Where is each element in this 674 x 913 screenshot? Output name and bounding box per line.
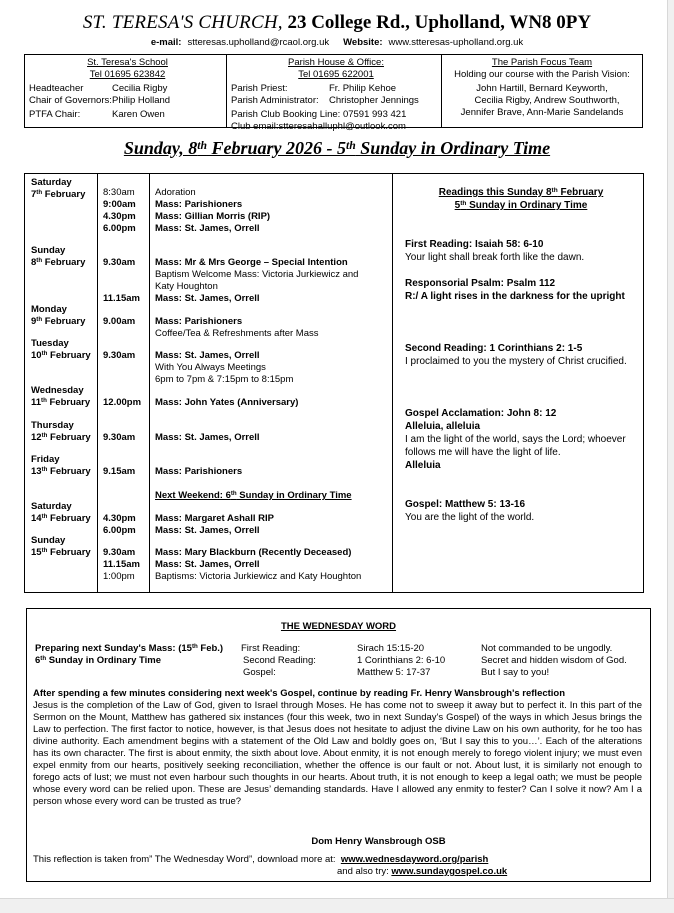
school-row: Chair of Governors: Philip Holland [29,95,171,106]
church-title [0,12,674,34]
day-label: Sunday 15th February [31,535,91,558]
mass-event: Mass: John Yates (Anniversary) [155,397,299,408]
mass-event: Mass: Mr & Mrs George – Special Intention [155,257,348,268]
mass-event: Mass: Parishioners [155,199,243,210]
mass-time: 9:00am [103,199,136,210]
reflection-source: This reflection is taken from” The Wednesday Word”, download more at: www.wednesdayword.org/parish [33,854,489,865]
mass-event-note: Katy Houghton [155,281,218,292]
mass-time: 9.30am [103,257,136,268]
mass-time: 8:30am [103,187,135,198]
parish-house-heading: Parish House & Office: [288,57,384,68]
readings-heading: Readings this Sunday 8th February [438,187,604,198]
school-section [25,55,227,127]
next-readings-summaries: Not commanded to be ungodly. Secret and hidden wisdom of God. But I say to you! [481,643,627,678]
day-label: Thursday 12th February [31,420,91,443]
mass-event: Mass: St. James, Orrell [155,223,260,234]
mass-time: 11.15am [103,293,140,304]
focus-team-members: Jennifer Brave, Ann-Marie Sandelands [460,107,624,118]
club-booking-line: Parish Club Booking Line: 07591 993 421 [231,109,407,120]
mass-event-note: With You Always Meetings [155,362,266,373]
mass-event: Mass: Mary Blackburn (Recently Deceased) [155,547,352,558]
vertical-scrollbar[interactable] [667,0,674,912]
club-email: Club email:stteresahalluphl@outlook.com [231,121,406,132]
focus-team-subheading: Holding our course with the Parish Vision: [454,69,630,80]
website-link[interactable]: www.stteresas-upholland.org.uk [388,37,524,48]
day-label: Tuesday 10th February [31,338,91,361]
sunday-gospel-link[interactable]: www.sundaygospel.co.uk [391,866,508,877]
reflection-author: Dom Henry Wansbrough OSB [311,836,446,847]
day-label: Monday 9th February [31,304,86,327]
next-readings-refs: Sirach 15:15-20 1 Corinthians 2: 6-10 Matthew 5: 17-37 [357,643,446,678]
mass-time: 4.30pm [103,513,136,524]
page-date-heading: Sunday, 8th February 2026 - 5th Sunday in Ordinary Time [123,138,551,158]
reflection-also: and also try: www.sundaygospel.co.uk [337,866,508,877]
focus-team-members: Cecilia Rigby, Andrew Southworth, [474,95,620,106]
day-label: Wednesday 11th February [31,385,91,408]
mass-time: 4.30pm [103,211,136,222]
info-box [24,54,643,132]
focus-team-members: John Hartill, Bernard Keyworth, [476,83,608,94]
column-divider [392,174,393,592]
first-reading: First Reading: Isaiah 58: 6-10 Your light shall break forth like the dawn. [405,239,585,263]
mass-event-note: Baptisms: Victoria Jurkiewicz and Katy Houghton [155,571,362,582]
mass-time: 9.30am [103,432,136,443]
church-address: 23 College Rd., Upholland, WN8 0PY [282,12,592,33]
contact-line [0,37,674,48]
column-divider [97,174,98,592]
school-tel: Tel 01695 623842 [89,69,166,80]
parish-row: Parish Priest: Fr. Philip Kehoe [231,83,397,94]
mass-schedule-table [24,173,644,593]
wednesday-word-link[interactable]: www.wednesdayword.org/parish [340,854,489,865]
mass-event-note: Baptism Welcome Mass: Victoria Jurkiewicz and [155,269,359,280]
mass-event: Mass: Margaret Ashall RIP [155,513,274,524]
mass-event: Mass: St. James, Orrell [155,432,260,443]
mass-event: Mass: Parishioners [155,466,243,477]
day-label: Friday 13th February [31,454,91,477]
mass-time: 11.15am [103,559,140,570]
mass-time: 9.00am [103,316,136,327]
mass-event: Mass: Gillian Morris (RIP) [155,211,271,222]
gospel: Gospel: Matthew 5: 13-16 You are the light of the world. [405,499,535,523]
next-weekend-heading: Next Weekend: 6th Sunday in Ordinary Time [155,490,352,501]
focus-team-section [442,55,642,127]
readings-panel [399,174,643,592]
readings-subheading: 5th Sunday in Ordinary Time [454,200,588,211]
preparing-next-sunday: Preparing next Sunday's Mass: (15th Feb.) 6th Sunday in Ordinary Time [35,643,224,666]
wednesday-word-box [26,608,651,882]
day-label: Saturday 7th February [31,177,86,200]
website-label: Website: [343,37,383,48]
parish-house-tel: Tel 01695 622001 [298,69,374,80]
school-row: PTFA Chair: Karen Owen [29,109,165,120]
day-label: Sunday 8th February [31,245,86,268]
reflection-body: Jesus is the completion of the Law of God, given to Israel through Moses. He has come not to sweep it away but to perfect it. In this part of the Sermon on the Mount, Matthew has gathered six instances (four this week, two in next Sunday's Gospel) of the ways in which Jesus brings the Law to perfection. The first factor to notice, however, is that Jesus does not hesitate to adjust the divine Law on his own authority, for he too has divine authority. Each amendment begins with a statement of the Old Law and boldly goes on, ‘But I say this to you…’. Each of the alterations has its own character. The first is about enmity, the sixth about love. About enmity, it is not enough merely to forego violent injury; we must even expel enmity from our hearts, positively seeking reconciliation, whether the offence is our fault or not. About lust, it is similarly not enough to forego acts of lust; we must not even harbour such thoughts in our hearts. About truth, it is not enough to keep a legal oath; we must be people whose every word can be relied upon. These are Jesus’ demanding standards. Have I allowed any enmity to fester? Can I solve it now? Am I a person whose every word can be trusted as true? [33,700,642,807]
school-heading: St. Teresa's School [87,57,168,68]
parish-house-section [227,55,442,132]
mass-event: Adoration [155,187,196,198]
column-divider [149,174,150,592]
school-row: Headteacher Cecilia Rigby [29,83,168,94]
mass-time: 6.00pm [103,525,136,536]
mass-time: 9.30am [103,547,136,558]
email-link[interactable]: stteresas.upholland@rcaol.org.uk [187,37,330,48]
mass-event: Mass: Parishioners [155,316,243,327]
wednesday-word-title: THE WEDNESDAY WORD [280,621,397,632]
mass-event: Mass: St. James, Orrell [155,350,260,361]
email-label: e-mail: [150,37,182,48]
mass-event-note: 6pm to 7pm & 7:15pm to 8:15pm [155,374,294,385]
focus-team-heading: The Parish Focus Team [491,57,593,68]
responsorial-psalm: Responsorial Psalm: Psalm 112 R:/ A light rises in the darkness for the upright [405,278,625,302]
mass-time: 6.00pm [103,223,136,234]
mass-event-note: Coffee/Tea & Refreshments after Mass [155,328,319,339]
church-name: ST. TERESA'S CHURCH, [82,12,283,33]
mass-event: Mass: St. James, Orrell [155,559,260,570]
second-reading: Second Reading: 1 Corinthians 2: 1-5 I proclaimed to you the mystery of Christ crucified. [405,343,627,367]
bottom-margin [0,898,674,913]
mass-time: 12.00pm [103,397,142,408]
mass-event: Mass: St. James, Orrell [155,525,260,536]
mass-time: 1:00pm [103,571,135,582]
parish-row: Parish Administrator: Christopher Jennings [231,95,419,106]
next-readings-labels: First Reading: Second Reading: Gospel: [241,643,316,678]
gospel-acclamation: Gospel Acclamation: John 8: 12 Alleluia, alleluia I am the light of the world, says the Lord; whoever follows me will have the light of life. Alleluia [405,408,626,471]
mass-time: 9.15am [103,466,136,477]
mass-time: 9.30am [103,350,136,361]
reflection-intro: After spending a few minutes considering next week's Gospel, continue by reading Fr. Henry Wansbrough's reflection [33,688,566,699]
mass-event: Mass: St. James, Orrell [155,293,260,304]
day-label: Saturday 14th February [31,501,91,524]
